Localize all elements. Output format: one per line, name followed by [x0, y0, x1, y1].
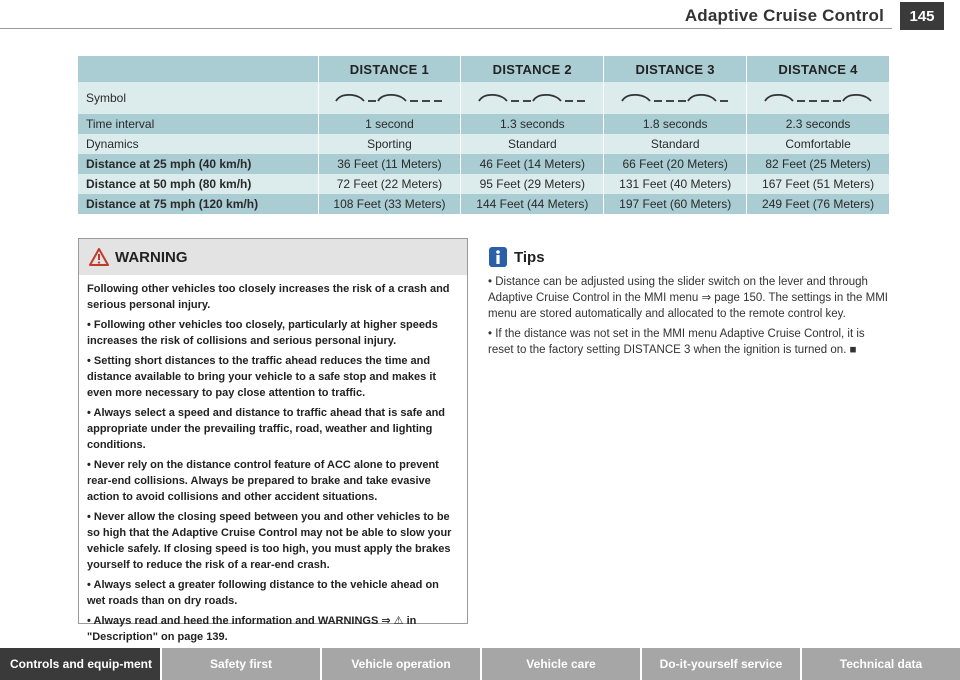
info-icon — [488, 246, 508, 268]
tip-paragraph: • Distance can be adjusted using the slider switch on the lever and through Adaptive Cruise Control in the MMI menu ⇒ page 150. The settings in the MMI menu are stored automatically and allocated to the remote control key. — [488, 276, 888, 320]
chapter-tab-controls[interactable]: Controls and equip-ment — [0, 648, 160, 680]
warning-paragraph: • Never allow the closing speed between you and other vehicles to be so high that the Adaptive Cruise Control may not be able to slow your vehicle safely. If closing speed is too high, you must apply the brakes yourself to reduce the risk of a rear-end crash. — [87, 511, 452, 571]
row-label: Distance at 50 mph (80 km/h) — [78, 174, 318, 194]
chapter-tab-safety[interactable]: Safety first — [162, 648, 320, 680]
distance-2-icon — [477, 91, 587, 105]
table-cell: 1 second — [318, 114, 461, 134]
distance-3-icon — [620, 91, 730, 105]
table-row — [78, 134, 889, 154]
warning-paragraph: • Always select a greater following distance to the vehicle ahead on wet roads than on dry roads. — [87, 579, 439, 607]
table-cell: Standard — [604, 134, 747, 154]
table-cell: 72 Feet (22 Meters) — [318, 174, 461, 194]
table-cell: 1.8 seconds — [604, 114, 747, 134]
table-cell: 167 Feet (51 Meters) — [747, 174, 889, 194]
table-cell: 197 Feet (60 Meters) — [604, 194, 747, 214]
table-row — [78, 154, 889, 174]
distance-symbol — [747, 82, 889, 114]
distance-4-icon — [763, 91, 873, 105]
chapter-tab-diy-service[interactable]: Do-it-yourself service — [642, 648, 800, 680]
table-row — [78, 114, 889, 134]
row-label: Distance at 75 mph (120 km/h) — [78, 194, 318, 214]
tips-section — [488, 246, 888, 362]
table-row-symbol — [78, 82, 889, 114]
chapter-nav — [0, 648, 960, 680]
table-cell: 82 Feet (25 Meters) — [747, 154, 889, 174]
table-cell: Sporting — [318, 134, 461, 154]
table-header-cell: DISTANCE 2 — [461, 56, 604, 82]
header-rule — [0, 28, 892, 29]
table-row — [78, 194, 889, 214]
distance-table — [78, 56, 889, 214]
table-row — [78, 174, 889, 194]
table-cell: Standard — [461, 134, 604, 154]
table-cell: Comfortable — [747, 134, 889, 154]
table-header-cell — [78, 56, 318, 82]
chapter-tab-vehicle-operation[interactable]: Vehicle operation — [322, 648, 480, 680]
chapter-tab-technical-data[interactable]: Technical data — [802, 648, 960, 680]
tips-header — [488, 246, 888, 268]
table-header-cell: DISTANCE 4 — [747, 56, 889, 82]
table-header-row — [78, 56, 889, 82]
table-cell: 144 Feet (44 Meters) — [461, 194, 604, 214]
row-label: Time interval — [78, 114, 318, 134]
warning-title: WARNING — [115, 248, 188, 266]
distance-symbol — [604, 82, 747, 114]
warning-triangle-icon — [89, 248, 109, 266]
row-label: Symbol — [78, 82, 318, 114]
warning-body — [79, 275, 467, 645]
warning-paragraph: • Setting short distances to the traffic ahead reduces the time and distance available to bring your vehicle to a safe stop and makes it even more necessary to pay close attention to traffic. — [87, 355, 437, 399]
table-header-cell: DISTANCE 1 — [318, 56, 461, 82]
page-title: Adaptive Cruise Control — [684, 6, 884, 25]
chapter-tab-vehicle-care[interactable]: Vehicle care — [482, 648, 640, 680]
distance-symbol — [461, 82, 604, 114]
table-cell: 131 Feet (40 Meters) — [604, 174, 747, 194]
warning-paragraph: • Always read and heed the information and WARNINGS ⇒ ⚠ in "Description" on page 139. — [87, 615, 417, 643]
page-number: 145 — [900, 2, 944, 30]
warning-header — [79, 239, 467, 275]
distance-symbol — [318, 82, 461, 114]
warning-paragraph: • Always select a speed and distance to traffic ahead that is safe and appropriate under the prevailing traffic, road, weather and lighting conditions. — [87, 407, 446, 451]
warning-box — [78, 238, 468, 643]
table-cell: 66 Feet (20 Meters) — [604, 154, 747, 174]
table-cell: 1.3 seconds — [461, 114, 604, 134]
distance-1-icon — [334, 91, 444, 105]
tip-paragraph: • If the distance was not set in the MMI menu Adaptive Cruise Control, it is reset to the factory setting DISTANCE 3 when the ignition is turned on. ■ — [488, 328, 865, 356]
row-label: Dynamics — [78, 134, 318, 154]
table-cell: 36 Feet (11 Meters) — [318, 154, 461, 174]
row-label: Distance at 25 mph (40 km/h) — [78, 154, 318, 174]
table-cell: 108 Feet (33 Meters) — [318, 194, 461, 214]
table-cell: 2.3 seconds — [747, 114, 889, 134]
warning-paragraph: • Never rely on the distance control feature of ACC alone to prevent rear-end collisions. Always be prepared to brake and take evasive action to avoid collisions and other accident situations. — [87, 459, 439, 503]
table-cell: 46 Feet (14 Meters) — [461, 154, 604, 174]
table-cell: 249 Feet (76 Meters) — [747, 194, 889, 214]
table-header-cell: DISTANCE 3 — [604, 56, 747, 82]
warning-paragraph: • Following other vehicles too closely, particularly at higher speeds increases the risk of collisions and serious personal injury. — [87, 319, 438, 347]
table-cell: 95 Feet (29 Meters) — [461, 174, 604, 194]
warning-paragraph: Following other vehicles too closely increases the risk of a crash and serious personal injury. — [87, 283, 450, 311]
tips-title: Tips — [514, 248, 545, 266]
